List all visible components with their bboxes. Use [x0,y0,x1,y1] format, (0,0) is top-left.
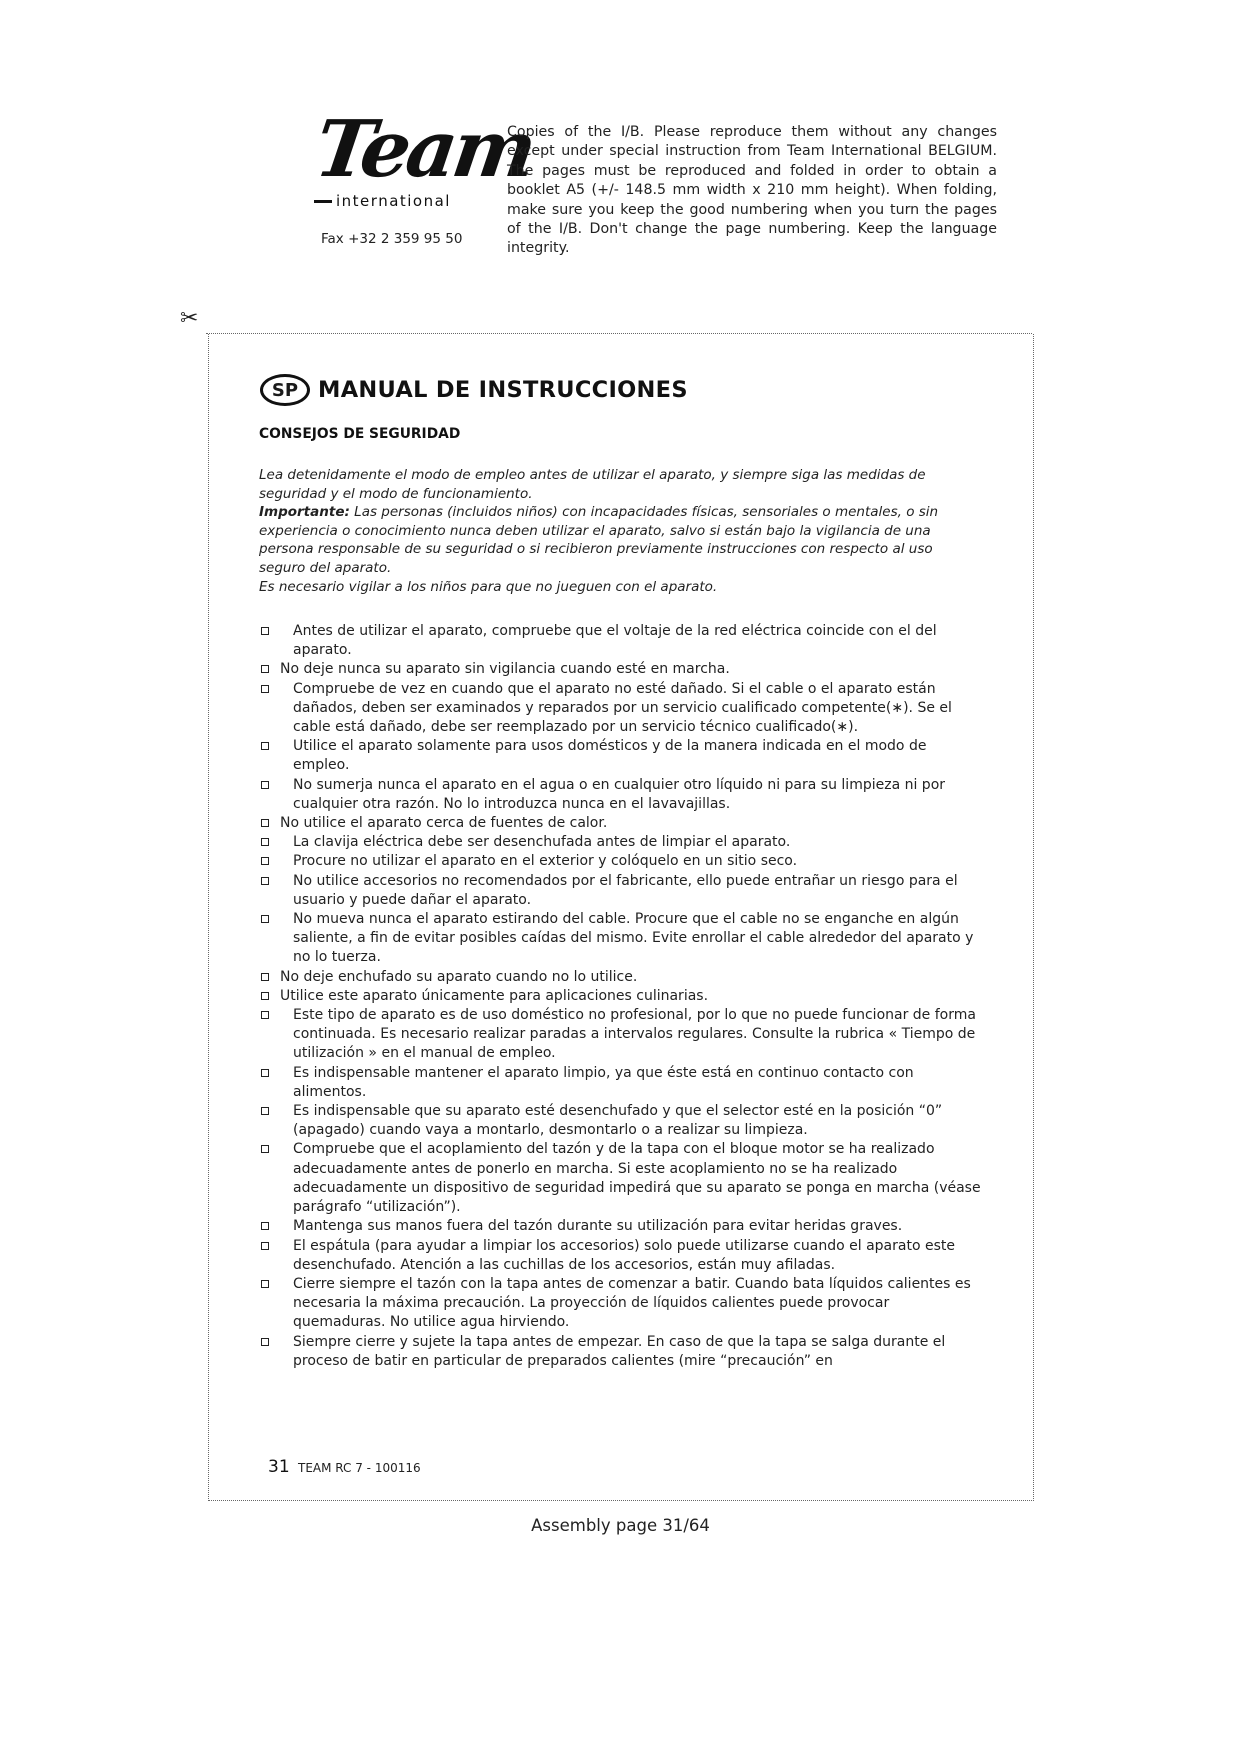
logo-subtitle: international [336,192,451,210]
list-item-text: No utilice accesorios no recomendados por el fabricante, ello puede entrañar un riesgo para el usuario y puede dañar el aparato. [293,872,958,908]
language-badge: SP [260,374,310,406]
list-item [259,680,981,738]
page-number: 31 [268,1457,290,1477]
list-item-text: Compruebe que el acoplamiento del tazón y de la tapa con el bloque motor se ha realizado adecuadamente antes de ponerlo en marcha. Si este acoplamiento no se ha realizado adecuadamente un dispositivo de seguridad impedirá que su aparato se ponga en marcha (véase parágrafo “utilización”). [293,1141,981,1216]
list-item-text: La clavija eléctrica debe ser desenchufada antes de limpiar el aparato. [293,834,791,851]
checkbox-bullet-icon [261,973,269,981]
list-item-text: No sumerja nunca el aparato en el agua o en cualquier otro líquido ni para su limpieza ni por cualquier otra razón. No lo introduzca nunca en el lavavajillas. [293,776,946,812]
list-item-text: Es indispensable mantener el aparato limpio, ya que éste está en continuo contacto con alimentos. [293,1064,914,1100]
checkbox-bullet-icon [261,877,269,885]
list-item [259,1237,981,1275]
checkbox-bullet-icon [261,742,269,750]
list-item-text: No deje nunca su aparato sin vigilancia cuando esté en marcha. [280,661,730,678]
list-item [259,833,981,852]
important-text: Las personas (incluidos niños) con incapacidades físicas, sensoriales o mentales, o sin experiencia o conocimiento nunca deben utilizar el aparato, salvo si están bajo la vigilancia de una persona responsable de su seguridad o si recibieron previamente instrucciones con respecto al uso seguro del aparato. [259,504,939,576]
list-item [259,776,981,814]
checkbox-bullet-icon [261,665,269,673]
list-item-text: Procure no utilizar el aparato en el exterior y colóquelo en un sitio seco. [293,853,798,870]
list-item-text: Utilice el aparato solamente para usos domésticos y de la manera indicada en el modo de empleo. [293,738,927,774]
scissors-icon: ✂ [180,306,199,331]
list-item [259,814,981,833]
fax-number: Fax +32 2 359 95 50 [321,231,463,247]
list-item [259,1064,981,1102]
list-item-text: No utilice el aparato cerca de fuentes de calor. [280,815,608,832]
logo-bar-icon [314,200,332,203]
checkbox-bullet-icon [261,1338,269,1346]
list-item [259,987,981,1006]
list-item [259,968,981,987]
list-item-text: No deje enchufado su aparato cuando no lo utilice. [280,968,638,985]
checkbox-bullet-icon [261,819,269,827]
team-international-logo [308,102,539,222]
list-item [259,872,981,910]
checkbox-bullet-icon [261,1242,269,1250]
checkbox-bullet-icon [261,627,269,635]
list-item [259,660,981,679]
checkbox-bullet-icon [261,1107,269,1115]
list-item [259,1217,981,1236]
manual-title [260,374,688,406]
checkbox-bullet-icon [261,838,269,846]
checkbox-bullet-icon [261,1145,269,1153]
safety-list [259,622,981,1371]
list-item [259,737,981,775]
list-item [259,1006,981,1064]
model-code: TEAM RC 7 - 100116 [298,1461,421,1475]
list-item [259,622,981,660]
assembly-page-label: Assembly page 31/64 [531,1516,710,1535]
list-item-text: Siempre cierre y sujete la tapa antes de empezar. En caso de que la tapa se salga durante el proceso de batir en particular de preparados calientes (mire “precaución” en [293,1333,946,1369]
checkbox-bullet-icon [261,1069,269,1077]
list-item-text: Compruebe de vez en cuando que el aparato no esté dañado. Si el cable o el aparato están dañados, deben ser examinados y reparados por un servicio cualificado competente(∗). Se el cable está dañado, debe ser reemplazado por un servicio técnico cualificado(∗). [293,680,952,736]
list-item [259,852,981,871]
list-item [259,1275,981,1333]
list-item-text: Es indispensable que su aparato esté desenchufado y que el selector esté en la posición “0” (apagado) cuando vaya a montarlo, desmontarlo o a realizar su limpieza. [293,1103,943,1139]
list-item-text: Utilice este aparato únicamente para aplicaciones culinarias. [280,987,709,1004]
checkbox-bullet-icon [261,685,269,693]
list-item-text: Mantenga sus manos fuera del tazón durante su utilización para evitar heridas graves. [293,1218,903,1235]
children-warning: Es necesario vigilar a los niños para que no jueguen con el aparato. [259,578,718,595]
list-item-text: El espátula (para ayudar a limpiar los accesorios) solo puede utilizarse cuando el aparato este desenchufado. Atención a las cuchillas de los accesorios, están muy afiladas. [293,1237,955,1273]
list-item [259,910,981,968]
list-item [259,1140,981,1217]
page-title: MANUAL DE INSTRUCCIONES [318,377,688,403]
list-item-text: Este tipo de aparato es de uso doméstico no profesional, por lo que no puede funcionar de forma continuada. Es necesario realizar paradas a intervalos regulares. Consulte la rubrica « Tiempo de utilización » en el manual de empleo. [293,1007,976,1062]
list-item-text: Cierre siempre el tazón con la tapa antes de comenzar a batir. Cuando bata líquidos calientes es necesaria la máxima precaución. La proyección de líquidos calientes puede provocar quemaduras. No utilice agua hirviendo. [293,1275,971,1331]
checkbox-bullet-icon [261,1222,269,1230]
section-heading: CONSEJOS DE SEGURIDAD [259,426,461,442]
intro-text [259,466,979,596]
intro-paragraph: Lea detenidamente el modo de empleo antes de utilizar el aparato, y siempre siga las medidas de seguridad y el modo de funcionamiento. [259,467,926,502]
list-item-text: No mueva nunca el aparato estirando del cable. Procure que el cable no se enganche en algún saliente, a fin de evitar posibles caídas del mismo. Evite enrollar el cable alrededor del aparato y no lo tuerza. [293,911,974,966]
checkbox-bullet-icon [261,857,269,865]
checkbox-bullet-icon [261,1011,269,1019]
checkbox-bullet-icon [261,915,269,923]
list-item [259,1102,981,1140]
checkbox-bullet-icon [261,1280,269,1288]
checkbox-bullet-icon [261,992,269,1000]
important-label: Importante: [259,504,350,521]
important-paragraph [259,503,979,577]
list-item-text: Antes de utilizar el aparato, compruebe que el voltaje de la red eléctrica coincide con el del aparato. [293,623,937,659]
print-instructions-note: Copies of the I/B. Please reproduce them without any changes except under special instruction from Team International BELGIUM. The pages must be reproduced and folded in order to obtain a booklet A5 (+/- 148.5 mm width x 210 mm height). When folding, make sure you keep the good numbering when you turn the pages of the I/B. Don't change the page numbering. Keep the language integrity. [507,124,997,257]
logo-wordmark: Team [309,104,539,195]
checkbox-bullet-icon [261,781,269,789]
list-item [259,1333,981,1371]
